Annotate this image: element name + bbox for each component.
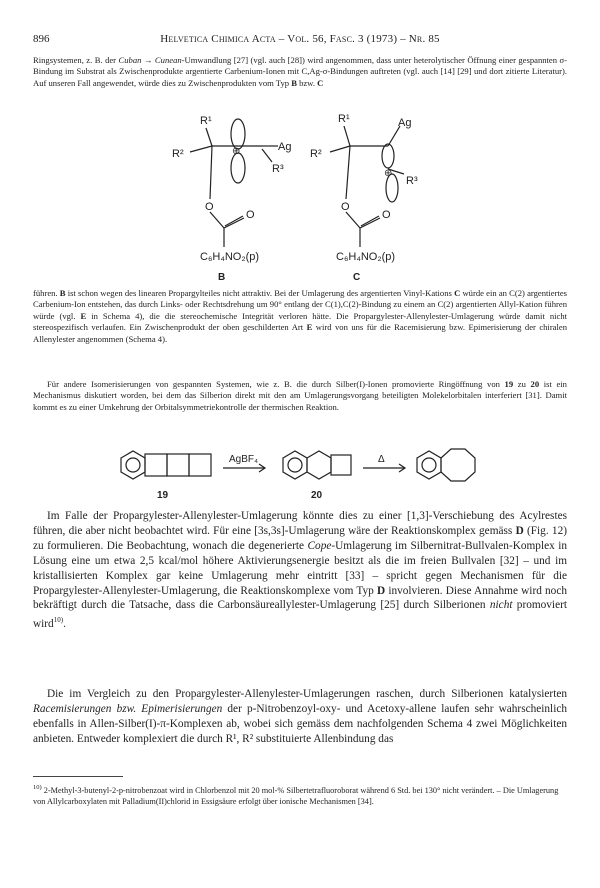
paragraph-1: Ringsystemen, z. B. der Cuban → Cunean-Umwandlung [27] (vgl. auch [28]) wird angenommen, dass unter heterolytischer Öffnung einer gespannten σ-Bindung im Substrat als Zwischenprodukte argentierte Carbenium-Ionen mit C,Ag-σ-Bindungen auftreten (vgl. auch [14] [29] und dort zitierte Literatur). Auf unseren Fall angewendet, würde dies zu Zwischenprodukten vom Typ B bzw. C bbox=[33, 55, 567, 88]
footnote-10: $^{10)}$ 2-Methyl-3-butenyl-2-p-nitrobenzoat wird in Chlorbenzol mit 20 mol-% Silbertetrafluoroborat während 6 Std. bei 130° nicht verändert. – Die Umlagerung von Allylcarboxylaten mit Palladium(II)chlorid in Essigsäure erfolgt über ionische Mechanismen [34]. bbox=[33, 784, 559, 806]
running-header bbox=[33, 33, 567, 47]
thermal-delta: Δ bbox=[378, 454, 385, 465]
B-R1: R¹ bbox=[200, 115, 212, 127]
C-R1: R¹ bbox=[338, 113, 350, 125]
C-Ag: Ag bbox=[398, 117, 412, 129]
C-R2: R² bbox=[310, 148, 322, 160]
journal-title: Helvetica Chimica Acta – Vol. 56, Fasc. 3 (1973) – Nr. 85 bbox=[160, 33, 440, 45]
reaction-scheme-19-20 bbox=[105, 438, 485, 504]
B-O-ester: O bbox=[205, 201, 214, 213]
C-aryl: C₆H₄NO₂(p) bbox=[336, 251, 396, 263]
reagent-AgBF4: AgBF₄ bbox=[229, 454, 259, 465]
B-R3: R³ bbox=[272, 163, 284, 175]
C-charge: ⊕ bbox=[384, 168, 393, 179]
page-number: 896 bbox=[33, 33, 50, 45]
B-O-carbonyl: O bbox=[246, 209, 255, 221]
C-R3: R³ bbox=[406, 175, 418, 187]
C-label: C bbox=[353, 272, 361, 283]
C-O-carbonyl: O bbox=[382, 209, 391, 221]
compound-19-label: 19 bbox=[157, 490, 169, 501]
B-charge: ⊕ bbox=[232, 146, 241, 157]
paragraph-4: Im Falle der Propargylester-Allenylester-Umlagerung könnte dies zu einer [1,3]-Verschiebung des Acylrestes führen, die aber nicht beobachtet wird. Für eine [3s,3s]-Umlagerung wäre der Reaktionskomplex gemäss D (Fig. 12) zu formulieren. Die Beobachtung, wonach die degenerierte Cope-Umlagerung im Silbernitrat-Bullvalen-Komplex in Lösung eine um etwa 2,5 kcal/mol höhere Aktivierungsenergie besitzt als die im freien Bullvalen [32] – und im kristallisierten Komplex gar keine Umlagerung mehr eintritt [33] – spricht gegen Mechanismen für die Propargylester-Allenylester-Umlagerung, die Reaktionskomplexe vom Typ D involvieren. Diese Annahme wird noch bekräftigt durch die Tatsache, dass die Carbonsäureallylester-Umlagerung [25] durch Silberionen nicht promoviert wird$^{10)}$. bbox=[33, 510, 568, 631]
footnote-rule bbox=[33, 776, 123, 777]
paragraph-3: Für andere Isomerisierungen von gespannten Systemen, wie z. B. die durch Silber(I)-Ionen promovierte Ringöffnung von 19 zu 20 ist ein Mechanismus diskutiert worden, bei dem das Silberion direkt mit den am Umlagerungsvorgang beteiligten Molekelorbitalen interferiert [31]. Damit kommt es zu einer Umkehrung der Orbitalsymmetriekontrolle der thermischen Reaktion. bbox=[33, 379, 567, 412]
structures-B-C-figure bbox=[160, 104, 450, 284]
B-Ag: Ag bbox=[278, 141, 292, 153]
B-label: B bbox=[218, 272, 226, 283]
B-R2: R² bbox=[172, 148, 184, 160]
compound-20-label: 20 bbox=[311, 490, 323, 501]
paragraph-5: Die im Vergleich zu den Propargylester-Allenylester-Umlagerungen raschen, durch Silberionen katalysierten Racemisierungen bzw. Epimerisierungen der p-Nitrobenzoyl-oxy- und Acetoxy-allene laufen sehr wahrscheinlich ebenfalls in Allen-Silber(I)-π-Komplexen ab, wobei sich gemäss dem nachfolgenden Schema 4 zwei Möglichkeiten anbieten. Entweder komplexiert die durch R¹, R² substituierte Allenbindung das bbox=[33, 688, 567, 745]
paragraph-2: führen. B ist schon wegen des linearen Propargylteiles nicht attraktiv. Bei der Umlagerung des argentierten Vinyl-Kations C würde ein an C(2) argentiertes Carbenium-Ion entstehen, das durch Links- oder Rechtsdrehung um 90° entlang der C(1),C(2)-Bindung zu einem an C(2) argentierten Allyl-Kation führen würde (vgl. E in Schema 4), die die stereochemische Integrität verloren hätte. Die Propargylester-Allenylester-Umlagerung würde damit nicht stereospezifisch verlaufen. Ein Zwischenprodukt der oben geschilderten Art E wird von uns für die Racemisierung bzw. Epimerisierung der chiralen Allenylester angenommen (Schema 4). bbox=[33, 288, 568, 344]
B-aryl: C₆H₄NO₂(p) bbox=[200, 251, 260, 263]
C-O-ester: O bbox=[341, 201, 350, 213]
